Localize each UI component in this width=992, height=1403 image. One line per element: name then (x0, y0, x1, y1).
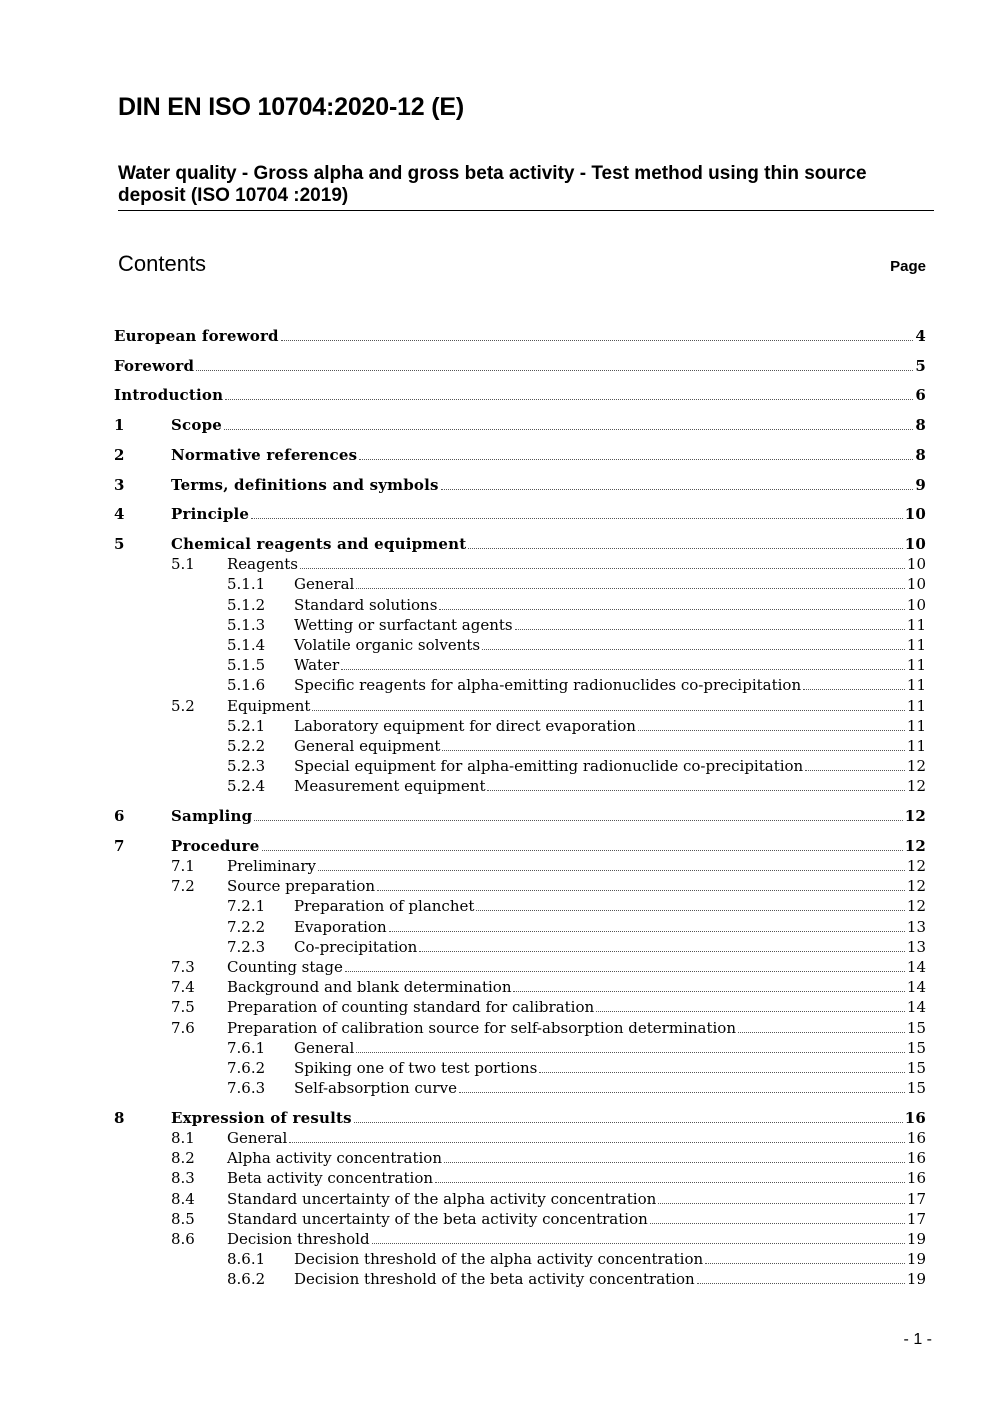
toc-dot-leader (487, 790, 904, 791)
toc-entry[interactable] (0, 716, 926, 736)
toc-entry-title[interactable]: Specific reagents for alpha-emitting radionuclides co-precipitation (294, 676, 802, 695)
toc-dot-leader (805, 770, 905, 771)
toc-entry-title[interactable]: Alpha activity concentration (227, 1149, 443, 1168)
toc-dot-leader (803, 689, 905, 690)
toc-dot-leader (354, 1122, 903, 1123)
toc-dot-leader (377, 890, 905, 891)
toc-entry-label (114, 356, 926, 376)
toc-entry-page: 10 (904, 505, 926, 524)
toc-entry-label (227, 856, 926, 876)
toc-entry-title[interactable]: Sampling (171, 807, 253, 825)
toc-entry-page: 12 (904, 807, 926, 825)
toc-entry[interactable] (0, 977, 926, 997)
toc-entry-title[interactable]: Special equipment for alpha-emitting radionuclide co-precipitation (294, 757, 804, 776)
toc-entry-title[interactable]: Volatile organic solvents (294, 635, 481, 654)
toc-entry-title[interactable]: Preparation of calibration source for self-absorption determination (227, 1018, 736, 1037)
toc-dot-leader (650, 1223, 905, 1224)
toc-entry-label (294, 1038, 926, 1058)
toc-entry-label (294, 615, 926, 635)
toc-entry-label (294, 937, 926, 957)
toc-entry-title[interactable]: Laboratory equipment for direct evaporation (294, 716, 636, 735)
toc-entry-label (227, 876, 926, 896)
toc-entry-title[interactable]: Preparation of planchet (294, 897, 475, 916)
toc-entry-title[interactable]: General (227, 1129, 288, 1147)
toc-dot-leader (441, 489, 914, 490)
toc-entry-number: 5.1.3 (227, 615, 266, 634)
toc-entry-page: 16 (906, 1129, 926, 1147)
toc-entry-page: 11 (906, 736, 926, 755)
toc-entry-number: 8 (114, 1108, 125, 1127)
toc-entry-title[interactable]: General equipment (294, 736, 441, 755)
toc-entry-number: 8.6.1 (227, 1250, 266, 1269)
toc-entry-page: 16 (906, 1169, 926, 1188)
toc-entry-page: 14 (906, 957, 926, 976)
toc-entry[interactable] (0, 1018, 926, 1038)
toc-entry-label (114, 326, 926, 346)
toc-entry-number: 7.2.3 (227, 937, 266, 956)
toc-entry-title[interactable]: Preparation of counting standard for calibration (227, 998, 595, 1017)
toc-entry-number: 7.6.1 (227, 1038, 266, 1057)
toc-entry-label (114, 385, 926, 405)
toc-entry-label (227, 957, 926, 977)
toc-entry-label (171, 504, 926, 524)
toc-entry-number: 6 (114, 807, 125, 825)
toc-entry[interactable] (0, 1189, 926, 1209)
document-id: DIN EN ISO 10704:2020-12 (E) (118, 93, 464, 121)
toc-entry[interactable] (0, 937, 926, 957)
toc-entry-number: 2 (114, 445, 125, 464)
document-subtitle: Water quality - Gross alpha and gross beta activity - Test method using thin source deposit (ISO 10704 :2019) (118, 163, 867, 206)
toc-entry-title[interactable]: Terms, definitions and symbols (171, 475, 439, 494)
toc-dot-leader (539, 1072, 905, 1073)
toc-entry-page: 12 (906, 856, 926, 875)
toc-entry-number: 5.1.4 (227, 635, 266, 654)
toc-entry-label (227, 1148, 926, 1168)
toc-entry[interactable] (0, 1209, 926, 1229)
toc-entry-title[interactable]: Expression of results (171, 1108, 352, 1127)
toc-entry-label (227, 696, 926, 716)
toc-entry-page: 12 (906, 777, 926, 796)
toc-entry-label (294, 736, 926, 756)
toc-entry-number: 7 (114, 836, 125, 855)
toc-entry-number: 5.2.4 (227, 777, 266, 796)
toc-entry[interactable] (0, 675, 926, 695)
toc-entry-number: 5.1.6 (227, 676, 266, 695)
toc-dot-leader (482, 649, 905, 650)
toc-entry-number: 8.6 (171, 1230, 195, 1248)
toc-entry-title[interactable]: Chemical reagents and equipment (171, 534, 467, 553)
toc-dot-leader (638, 730, 905, 731)
toc-dot-leader (312, 710, 905, 711)
toc-entry[interactable] (0, 836, 926, 856)
toc-entry-page: 11 (906, 615, 926, 634)
toc-entry-label (171, 534, 926, 554)
toc-entry[interactable] (0, 356, 926, 376)
toc-entry-number: 5.2.3 (227, 757, 266, 776)
toc-entry-label (171, 475, 926, 495)
toc-entry-title[interactable]: European foreword (114, 327, 279, 345)
toc-entry[interactable] (0, 776, 926, 796)
toc-entry[interactable] (0, 326, 926, 346)
toc-entry-number: 7.5 (171, 998, 195, 1017)
toc-entry-title[interactable]: General (294, 1038, 355, 1057)
toc-entry-page: 5 (915, 356, 926, 375)
toc-dot-leader (513, 991, 904, 992)
toc-entry-number: 5.2.1 (227, 716, 266, 735)
toc-entry-page: 17 (906, 1189, 926, 1208)
toc-entry[interactable] (0, 1078, 926, 1098)
toc-entry-number: 7.6 (171, 1018, 195, 1037)
toc-entry[interactable] (0, 1168, 926, 1188)
toc-entry-number: 8.5 (171, 1209, 195, 1228)
toc-dot-leader (341, 669, 905, 670)
toc-entry[interactable] (0, 534, 926, 554)
toc-entry-label (294, 1249, 926, 1269)
toc-dot-leader (281, 340, 914, 341)
toc-dot-leader (435, 1182, 905, 1183)
toc-dot-leader (515, 629, 905, 630)
toc-entry[interactable] (0, 997, 926, 1017)
toc-entry-label (227, 1189, 926, 1209)
toc-entry-label (227, 997, 926, 1017)
toc-entry[interactable] (0, 445, 926, 465)
toc-entry-title[interactable]: Counting stage (227, 957, 343, 976)
toc-dot-leader (444, 1162, 905, 1163)
toc-dot-leader (251, 518, 903, 519)
toc-entry-title[interactable]: Beta activity concentration (227, 1169, 434, 1188)
toc-dot-leader (459, 1092, 905, 1093)
toc-dot-leader (738, 1032, 905, 1033)
toc-entry[interactable] (0, 1269, 926, 1289)
toc-entry-number: 7.6.2 (227, 1058, 266, 1077)
toc-dot-leader (345, 971, 905, 972)
toc-entry-page: 15 (906, 1079, 926, 1098)
toc-entry-label (227, 1168, 926, 1188)
toc-entry[interactable] (0, 957, 926, 977)
toc-entry-title[interactable]: Reagents (227, 555, 298, 574)
toc-entry[interactable] (0, 615, 926, 635)
toc-dot-leader (196, 370, 913, 371)
toc-entry[interactable] (0, 806, 926, 826)
toc-entry-number: 8.4 (171, 1189, 195, 1208)
toc-entry[interactable] (0, 736, 926, 756)
toc-entry-number: 7.1 (171, 856, 195, 875)
toc-dot-leader (356, 1052, 905, 1053)
toc-entry-title[interactable]: Wetting or surfactant agents (294, 615, 513, 634)
toc-entry-title[interactable]: Decision threshold of the alpha activity concentration (294, 1250, 704, 1269)
toc-entry-page: 11 (906, 696, 926, 715)
toc-entry-page: 17 (906, 1209, 926, 1228)
toc-entry-title[interactable]: Measurement equipment (294, 777, 486, 796)
toc-entry-title[interactable]: Decision threshold (227, 1230, 370, 1248)
toc-entry-page: 16 (906, 1149, 926, 1168)
toc-entry[interactable] (0, 1038, 926, 1058)
toc-entry-label (294, 655, 926, 675)
toc-dot-leader (419, 951, 905, 952)
toc-entry-label (171, 415, 926, 435)
toc-dot-leader (705, 1263, 905, 1264)
toc-entry-label (227, 1229, 926, 1249)
toc-entry-number: 7.2 (171, 877, 195, 896)
toc-entry-label (227, 1018, 926, 1038)
toc-entry-number: 1 (114, 416, 125, 435)
toc-entry-page: 14 (906, 998, 926, 1017)
toc-entry-label (227, 1209, 926, 1229)
toc-entry-number: 3 (114, 475, 125, 494)
toc-entry-number: 7.4 (171, 978, 195, 997)
toc-dot-leader (439, 609, 905, 610)
toc-entry-page: 13 (906, 937, 926, 956)
toc-entry-title[interactable]: Principle (171, 505, 250, 524)
toc-entry-label (294, 1058, 926, 1078)
toc-entry[interactable] (0, 504, 926, 524)
toc-entry-number: 5.1.1 (227, 575, 266, 594)
toc-entry[interactable] (0, 917, 926, 937)
toc-entry-page: 8 (915, 445, 926, 464)
toc-entry-page: 16 (904, 1108, 926, 1127)
toc-entry[interactable] (0, 1229, 926, 1249)
toc-entry[interactable] (0, 876, 926, 896)
toc-entry-title[interactable]: Self-absorption curve (294, 1079, 457, 1098)
toc-entry-label (294, 635, 926, 655)
toc-entry-page: 15 (906, 1038, 926, 1057)
toc-entry-label (294, 716, 926, 736)
toc-entry-label (294, 896, 926, 916)
toc-entry[interactable] (0, 696, 926, 716)
toc-entry-label (294, 675, 926, 695)
toc-entry[interactable] (0, 475, 926, 495)
toc-dot-leader (359, 459, 913, 460)
toc-entry-title[interactable]: Foreword (114, 356, 195, 375)
toc-entry-label (294, 917, 926, 937)
toc-dot-leader (289, 1142, 905, 1143)
toc-entry-label (294, 574, 926, 594)
toc-dot-leader (262, 850, 903, 851)
toc-entry-number: 8.6.2 (227, 1270, 266, 1289)
toc-entry-label (227, 977, 926, 997)
toc-entry-page: 12 (906, 877, 926, 896)
toc-entry-label (171, 806, 926, 826)
toc-entry[interactable] (0, 896, 926, 916)
toc-entry-title[interactable]: Standard solutions (294, 595, 438, 614)
toc-entry-number: 8.1 (171, 1129, 195, 1147)
toc-entry[interactable] (0, 574, 926, 594)
toc-entry-page: 12 (906, 897, 926, 916)
toc-entry[interactable] (0, 1249, 926, 1269)
toc-entry-page: 8 (915, 416, 926, 435)
toc-dot-leader (356, 588, 905, 589)
toc-entry-number: 5.2 (171, 696, 195, 715)
toc-entry-title[interactable]: Spiking one of two test portions (294, 1058, 538, 1077)
toc-entry[interactable] (0, 595, 926, 615)
toc-entry-page: 11 (906, 635, 926, 654)
toc-dot-leader (476, 910, 905, 911)
toc-entry-title[interactable]: Preliminary (227, 856, 317, 875)
title-divider (118, 210, 934, 211)
toc-entry-label (294, 1269, 926, 1289)
toc-entry-page: 14 (906, 978, 926, 997)
toc-entry-page: 10 (906, 575, 926, 594)
toc-entry-number: 7.2.1 (227, 897, 266, 916)
toc-entry-title[interactable]: Scope (171, 416, 223, 435)
toc-entry-label (227, 554, 926, 574)
toc-entry[interactable] (0, 856, 926, 876)
page-number: - 1 - (903, 1331, 932, 1348)
toc-entry-number: 5.1.5 (227, 656, 266, 675)
toc-dot-leader (468, 548, 902, 549)
toc-entry-label (294, 1078, 926, 1098)
toc-entry-title[interactable]: Decision threshold of the beta activity concentration (294, 1270, 695, 1289)
toc-dot-leader (442, 750, 905, 751)
toc-entry-label (227, 1128, 926, 1148)
toc-entry-page: 19 (906, 1250, 926, 1269)
toc-entry-label (171, 445, 926, 465)
toc-entry-title[interactable]: Normative references (171, 445, 358, 464)
toc-entry-label (294, 776, 926, 796)
toc-entry-page: 13 (906, 917, 926, 936)
toc-entry-number: 5 (114, 534, 125, 553)
toc-dot-leader (318, 870, 905, 871)
toc-entry[interactable] (0, 415, 926, 435)
toc-entry-title[interactable]: Source preparation (227, 877, 376, 896)
toc-entry-page: 10 (906, 555, 926, 574)
toc-entry-number: 8.2 (171, 1149, 195, 1168)
toc-entry-number: 7.6.3 (227, 1079, 266, 1098)
toc-entry[interactable] (0, 1058, 926, 1078)
toc-entry[interactable] (0, 635, 926, 655)
toc-entry-page: 15 (906, 1018, 926, 1037)
toc-entry-page: 12 (906, 757, 926, 776)
toc-dot-leader (300, 568, 905, 569)
contents-heading: Contents (118, 251, 207, 276)
toc-entry[interactable] (0, 1148, 926, 1168)
toc-entry-page: 9 (915, 475, 926, 494)
toc-entry[interactable] (0, 385, 926, 405)
toc-entry-title[interactable]: Standard uncertainty of the beta activity concentration (227, 1209, 648, 1228)
toc-entry-title[interactable]: Equipment (227, 696, 311, 715)
page-column-heading: Page (890, 258, 926, 275)
toc-entry-number: 5.2.2 (227, 736, 266, 755)
toc-entry-page: 19 (906, 1230, 926, 1248)
toc-entry-page: 10 (906, 595, 926, 614)
toc-entry-title[interactable]: Water (294, 656, 340, 675)
toc-entry-number: 7.3 (171, 957, 195, 976)
toc-entry-label (171, 836, 926, 856)
toc-entry-page: 11 (906, 676, 926, 695)
toc-entry-page: 6 (915, 386, 926, 405)
toc-entry-title[interactable]: Introduction (114, 386, 224, 405)
toc-entry[interactable] (0, 1128, 926, 1148)
toc-entry-page: 11 (906, 716, 926, 735)
toc-entry-number: 7.2.2 (227, 917, 266, 936)
toc-dot-leader (224, 429, 913, 430)
toc-entry-title[interactable]: Evaporation (294, 917, 387, 936)
toc-entry-page: 11 (906, 656, 926, 675)
toc-entry-page: 10 (904, 534, 926, 553)
toc-entry-number: 5.1.2 (227, 595, 266, 614)
toc-entry[interactable] (0, 655, 926, 675)
toc-entry-title[interactable]: Standard uncertainty of the alpha activity concentration (227, 1189, 657, 1208)
toc-dot-leader (254, 820, 902, 821)
toc-entry-label (171, 1108, 926, 1128)
toc-entry-number: 8.3 (171, 1169, 195, 1188)
toc-entry-title[interactable]: Procedure (171, 836, 260, 855)
toc-dot-leader (225, 399, 913, 400)
toc-entry-number: 5.1 (171, 555, 195, 574)
toc-entry[interactable] (0, 756, 926, 776)
toc-entry-number: 4 (114, 505, 125, 524)
toc-entry-label (294, 756, 926, 776)
toc-dot-leader (372, 1243, 905, 1244)
toc-entry-label (294, 595, 926, 615)
toc-entry-page: 15 (906, 1058, 926, 1077)
toc-entry-title[interactable]: Co-precipitation (294, 937, 418, 956)
toc-dot-leader (596, 1011, 905, 1012)
toc-entry-title[interactable]: General (294, 575, 355, 594)
toc-entry-page: 19 (906, 1270, 926, 1289)
toc-dot-leader (389, 931, 905, 932)
toc-dot-leader (697, 1283, 905, 1284)
toc-entry-title[interactable]: Background and blank determination (227, 978, 512, 997)
toc-entry-page: 12 (904, 836, 926, 855)
toc-entry[interactable] (0, 1108, 926, 1128)
toc-dot-leader (658, 1203, 905, 1204)
toc-entry[interactable] (0, 554, 926, 574)
toc-entry-page: 4 (915, 327, 926, 345)
